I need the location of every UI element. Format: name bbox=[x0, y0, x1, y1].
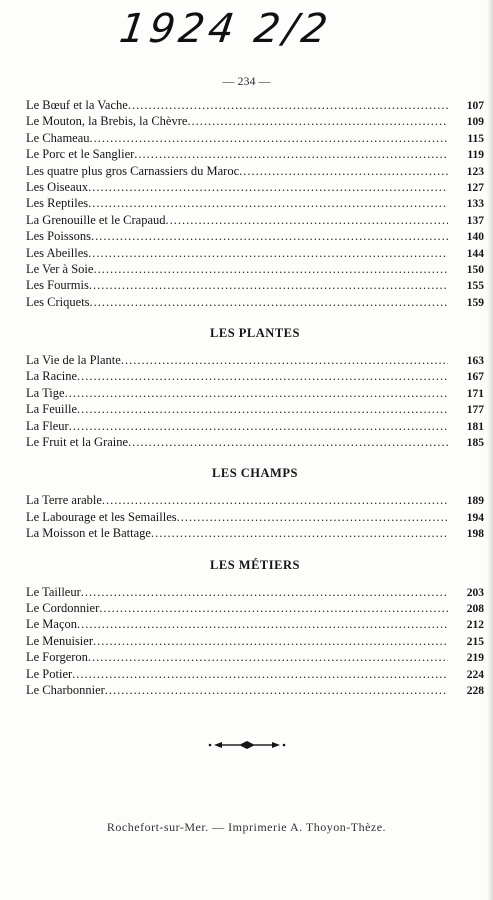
toc-entry bbox=[26, 492, 484, 508]
toc-entry bbox=[26, 633, 484, 649]
toc-entry bbox=[26, 418, 484, 434]
toc-entry-page: 119 bbox=[467, 149, 484, 162]
dot-leader bbox=[99, 600, 448, 616]
dot-leader bbox=[177, 509, 448, 525]
toc-entry-title: Le Tailleur bbox=[26, 584, 81, 599]
toc-entry bbox=[26, 584, 484, 600]
dot-leader bbox=[69, 418, 448, 434]
toc-entry bbox=[26, 509, 484, 525]
dot-leader bbox=[89, 277, 448, 293]
dot-leader bbox=[88, 179, 448, 195]
toc-entry bbox=[26, 385, 484, 401]
toc-entry-page: 133 bbox=[466, 198, 484, 211]
toc-entry-page: 107 bbox=[466, 100, 484, 112]
dot-leader bbox=[88, 649, 448, 665]
toc-entry bbox=[26, 401, 484, 417]
toc-entry-page: 219 bbox=[466, 652, 484, 665]
toc-entry bbox=[26, 163, 484, 179]
section-heading: LES MÉTIERS bbox=[210, 557, 300, 572]
toc-entry-title: La Racine bbox=[26, 369, 78, 384]
dot-leader bbox=[72, 666, 448, 682]
dot-leader bbox=[93, 633, 448, 649]
toc-entry-page: 155 bbox=[466, 280, 484, 293]
dot-leader bbox=[90, 130, 448, 146]
toc-entry-title: Les quatre plus gros Carnassiers du Maroc bbox=[26, 163, 240, 178]
toc-entry-page: 127 bbox=[466, 181, 484, 194]
printer-imprint: Rochefort-sur-Mer. — Imprimerie A. Thoyon-Thèze. bbox=[106, 820, 387, 834]
toc-entry-page: 208 bbox=[466, 602, 484, 615]
toc-entry-title: Le Menuisier bbox=[26, 633, 93, 648]
dot-leader bbox=[128, 434, 448, 450]
dot-leader bbox=[166, 212, 448, 228]
toc-entry-title: La Fleur bbox=[26, 418, 69, 433]
toc-entry bbox=[26, 113, 484, 129]
toc-entry-page: 140 bbox=[466, 231, 484, 244]
dot-leader bbox=[88, 195, 448, 211]
toc-entry-page: 203 bbox=[466, 586, 484, 599]
toc-entry bbox=[26, 179, 484, 195]
toc-entry-page: 185 bbox=[466, 437, 484, 450]
toc-entry-page: 115 bbox=[467, 132, 484, 145]
toc-entry-title: Le Labourage et les Semailles bbox=[26, 509, 177, 524]
toc-entry-title: Les Criquets bbox=[26, 294, 90, 309]
toc-entry-title: Le Bœuf et la Vache bbox=[26, 98, 128, 112]
toc-entry bbox=[26, 261, 484, 277]
toc-entry-title: La Terre arable bbox=[26, 493, 102, 508]
table-of-contents bbox=[26, 97, 484, 698]
dot-leader bbox=[102, 492, 448, 508]
toc-entry bbox=[26, 434, 484, 450]
toc-entry bbox=[26, 146, 484, 162]
toc-entry-title: La Grenouille et le Crapaud bbox=[26, 212, 166, 227]
fleuron-divider-icon bbox=[192, 740, 302, 750]
toc-entry-title: La Tige bbox=[26, 385, 65, 400]
toc-entry-page: 159 bbox=[466, 296, 484, 309]
toc-entry-title: Les Poissons bbox=[26, 229, 91, 244]
toc-entry bbox=[26, 228, 484, 244]
toc-entry-title: Le Charbonnier bbox=[26, 682, 105, 697]
toc-entry-title: Les Abeilles bbox=[26, 245, 89, 260]
dot-leader bbox=[91, 228, 448, 244]
toc-entry-page: 194 bbox=[466, 511, 484, 524]
toc-entry bbox=[26, 525, 484, 541]
dot-leader bbox=[128, 97, 448, 113]
toc-entry bbox=[26, 368, 484, 384]
toc-entry-title: Le Forgeron bbox=[26, 650, 88, 665]
toc-entry-title: Le Ver à Soie bbox=[26, 261, 94, 276]
toc-entry-page: 144 bbox=[466, 247, 484, 260]
toc-entry-title: Le Chameau bbox=[26, 130, 90, 145]
toc-entry-page: 123 bbox=[466, 165, 484, 178]
toc-entry bbox=[26, 97, 484, 113]
toc-entry bbox=[26, 600, 484, 616]
dot-leader bbox=[121, 352, 448, 368]
toc-entry-title: Le Porc et le Sanglier bbox=[26, 147, 135, 162]
toc-entry bbox=[26, 616, 484, 632]
dot-leader bbox=[81, 584, 448, 600]
toc-entry-page: 189 bbox=[466, 495, 484, 508]
toc-entry-title: Le Mouton, la Brebis, la Chèvre bbox=[26, 114, 188, 129]
toc-entry bbox=[26, 212, 484, 228]
toc-entry bbox=[26, 130, 484, 146]
page-number: — 234 — bbox=[222, 74, 271, 88]
toc-entry-page: 171 bbox=[466, 387, 484, 400]
toc-entry-title: La Moisson et le Battage bbox=[26, 526, 151, 541]
toc-entry-page: 163 bbox=[466, 355, 484, 368]
dot-leader bbox=[134, 146, 448, 162]
toc-entry bbox=[26, 682, 484, 698]
toc-entry-title: Les Fourmis bbox=[26, 278, 89, 293]
toc-entry-title: Le Fruit et la Graine bbox=[26, 435, 129, 450]
toc-entry-page: 177 bbox=[466, 404, 484, 417]
dot-leader bbox=[77, 401, 448, 417]
toc-entry-title: Le Maçon bbox=[26, 617, 78, 632]
dot-leader bbox=[239, 163, 448, 179]
toc-entry-page: 181 bbox=[466, 420, 484, 433]
toc-entry-page: 109 bbox=[466, 116, 484, 129]
toc-entry bbox=[26, 195, 484, 211]
dot-leader bbox=[65, 385, 448, 401]
ornament-divider bbox=[0, 740, 493, 750]
dot-leader bbox=[90, 294, 448, 310]
toc-entry-page: 212 bbox=[466, 619, 484, 632]
handwritten-annotation: 1924 2/2 bbox=[116, 6, 335, 52]
toc-entry-title: La Vie de la Plante bbox=[26, 353, 121, 368]
dot-leader bbox=[77, 368, 448, 384]
toc-entry bbox=[26, 245, 484, 261]
toc-entry bbox=[26, 352, 484, 368]
toc-entry bbox=[26, 649, 484, 665]
toc-entry-page: 167 bbox=[466, 371, 484, 384]
toc-entry-title: Le Potier bbox=[26, 666, 73, 681]
dot-leader bbox=[93, 261, 448, 277]
section-heading: LES PLANTES bbox=[210, 326, 300, 341]
toc-entry bbox=[26, 277, 484, 293]
toc-entry-title: La Feuille bbox=[26, 402, 78, 417]
page-edge-shadow bbox=[487, 0, 493, 900]
toc-entry bbox=[26, 294, 484, 310]
dot-leader bbox=[77, 616, 448, 632]
toc-entry-page: 198 bbox=[466, 528, 484, 541]
toc-entry-title: Le Cordonnier bbox=[26, 600, 100, 615]
toc-entry-page: 150 bbox=[466, 263, 484, 276]
dot-leader bbox=[187, 113, 448, 129]
dot-leader bbox=[105, 682, 448, 698]
toc-entry-page: 228 bbox=[466, 684, 484, 697]
section-heading: LES CHAMPS bbox=[212, 466, 298, 481]
toc-entry-page: 224 bbox=[466, 668, 484, 681]
toc-entry-title: Les Reptiles bbox=[26, 196, 89, 211]
toc-entry bbox=[26, 666, 484, 682]
dot-leader bbox=[88, 245, 448, 261]
dot-leader bbox=[151, 525, 448, 541]
toc-entry-page: 137 bbox=[466, 214, 484, 227]
toc-entry-page: 215 bbox=[466, 635, 484, 648]
toc-entry-title: Les Oiseaux bbox=[26, 179, 89, 194]
